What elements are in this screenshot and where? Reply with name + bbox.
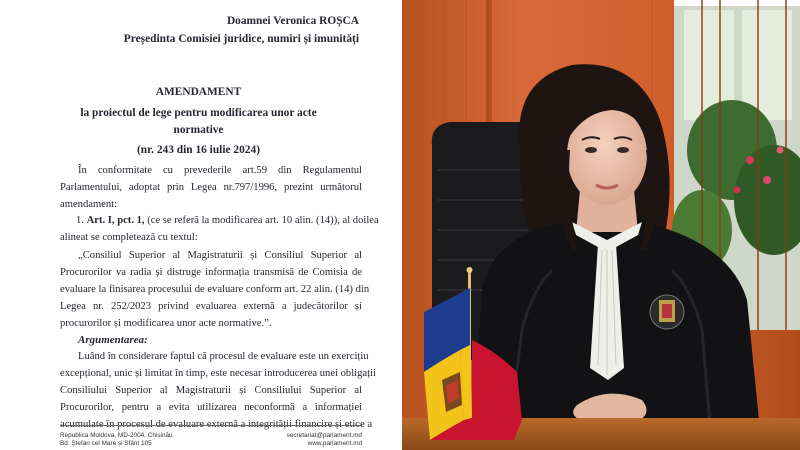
quote-line: „Consiliul Superior al Magistraturii și Consiliul Superior al bbox=[78, 250, 362, 261]
amendment-document bbox=[0, 0, 397, 450]
recipient-name: Doamnei Veronica ROȘCA bbox=[226, 15, 359, 27]
argument-line: acumulate în procesul de evaluare externă a integrității financire și etice a bbox=[60, 419, 373, 430]
item-article: Art. I, pct. 1, bbox=[86, 215, 145, 226]
intro-line: În conformitate cu prevederile art.59 din Regulamentul bbox=[78, 165, 362, 176]
item-text-cont: alineat se completează cu textul: bbox=[60, 232, 198, 243]
item-text: (ce se referă la modificarea art. 10 alin. (14)), al doilea bbox=[144, 215, 379, 226]
argument-line: Procurorilor, pentru a evita utilizarea neconformă a informației bbox=[60, 402, 362, 413]
document-subtitle-cont: normative bbox=[173, 124, 224, 136]
argument-line: excepțional, unic și limitat în timp, este necesar introducerea unei obligații bbox=[60, 368, 376, 379]
argument-line: Luând în considerare faptul că procesul de evaluare este un exercițiu bbox=[78, 351, 369, 362]
argument-line: Consiliului Superior al Magistraturii și Consiliului Superior al bbox=[60, 385, 362, 396]
amendment-item bbox=[76, 215, 378, 226]
footer-website: www.parlament.md bbox=[307, 440, 362, 447]
recipient-title: Președinta Comisiei juridice, numiri și imunități bbox=[123, 33, 359, 45]
footer-email: secretariat@parlament.md bbox=[286, 432, 362, 439]
footer-address: Bd. Ștefan cel Mare și Sfânt 105 bbox=[60, 440, 152, 447]
quote-line: evaluare la finisarea procesului de evaluare conform art. 22 alin. (14) din bbox=[60, 284, 370, 295]
quote-line: Procurorilor va radia și distruge informația transmisă de Comisia de bbox=[60, 267, 362, 278]
document-subtitle: la proiectul de lege pentru modificarea unor acte bbox=[80, 107, 317, 119]
portrait-photo bbox=[402, 0, 800, 450]
argument-heading: Argumentarea: bbox=[78, 334, 148, 346]
footer-address: Republica Moldova, MD-2004, Chișinău bbox=[60, 432, 173, 439]
intro-line: Parlamentului, adoptat prin Legea nr.797/1996, prezint următorul bbox=[60, 182, 362, 193]
bill-reference: (nr. 243 din 16 iulie 2024) bbox=[137, 144, 260, 156]
item-number: 1. bbox=[76, 215, 84, 226]
intro-line: amendament: bbox=[60, 199, 118, 210]
document-title: AMENDAMENT bbox=[155, 86, 242, 98]
quote-line: procurorilor și modificarea unor acte normative.”. bbox=[60, 318, 272, 329]
footer-divider bbox=[60, 425, 362, 426]
quote-line: Legea nr. 252/2023 privind evaluarea externă a judecătorilor și bbox=[60, 301, 362, 312]
